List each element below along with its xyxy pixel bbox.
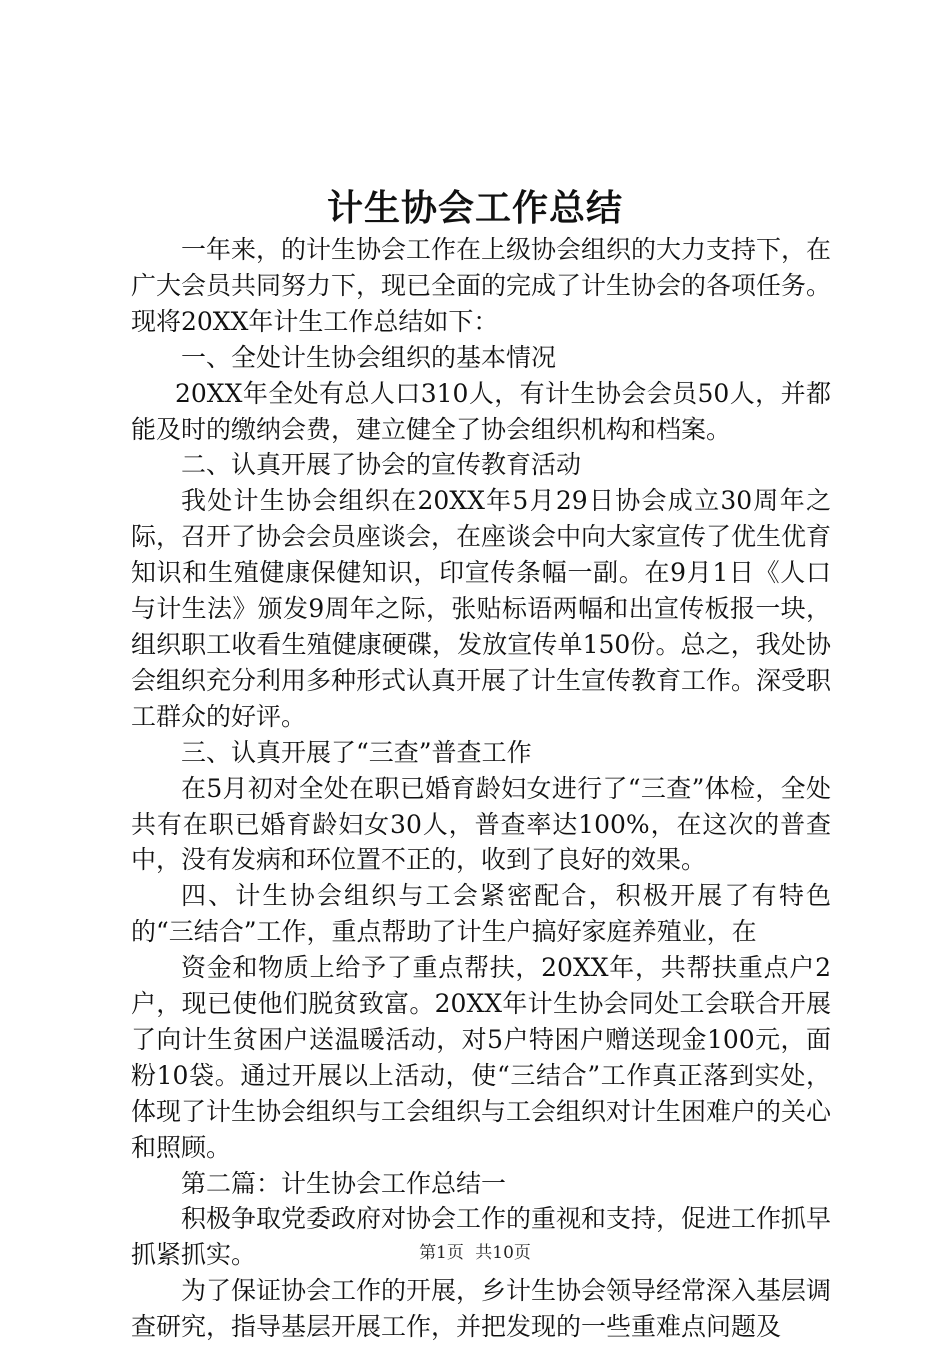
paragraph-basic-info: 20XX年全处有总人口310人，有计生协会会员50人，并都能及时的缴纳会费，建立健全了协会组织机构和档案。 <box>131 378 831 444</box>
section-heading-4: 四、计生协会组织与工会紧密配合，积极开展了有特色的“三结合”工作，重点帮助了计生户搞好家庭养殖业，在 <box>131 881 831 947</box>
section-heading-3: 三、认真开展了“三查”普查工作 <box>181 737 532 767</box>
document-title: 计生协会工作总结 <box>326 187 623 229</box>
document-body <box>131 232 831 1345</box>
page-number: 第1页 <box>419 1243 464 1263</box>
section-heading-1: 一、全处计生协会组织的基本情况 <box>181 342 557 372</box>
page-footer <box>0 1241 950 1265</box>
paragraph-support: 积极争取党委政府对协会工作的重视和支持，促进工作抓早抓紧抓实。 <box>131 1204 832 1270</box>
paragraph-assistance: 资金和物质上给予了重点帮扶，20XX年，共帮扶重点户2户，现已使他们脱贫致富。20XX年计生协会同处工会联合开展了向计生贫困户送温暖活动，对5户特困户赠送现金100元，面粉10袋。通过开展以上活动，使“三结合”工作真正落到实处，体现了计生协会组织与工会组织与工会组织对计生困难户的关心和照顾。 <box>131 953 832 1162</box>
paragraph-intro: 一年来，的计生协会工作在上级协会组织的大力支持下，在广大会员共同努力下，现已全面的完成了计生协会的各项任务。现将20XX年计生工作总结如下： <box>131 235 832 336</box>
paragraph-guidance: 为了保证协会工作的开展，乡计生协会领导经常深入基层调查研究，指导基层开展工作，并把发现的一些重难点问题及 <box>131 1276 832 1342</box>
chapter-heading-2: 第二篇：计生协会工作总结一 <box>181 1168 507 1198</box>
paragraph-checkup: 在5月初对全处在职已婚育龄妇女进行了“三查”体检，全处共有在职已婚育龄妇女30人，普查率达100%，在这次的普查中，没有发病和环位置不正的，收到了良好的效果。 <box>131 773 831 875</box>
page-total: 共10页 <box>475 1243 531 1263</box>
section-heading-2: 二、认真开展了协会的宣传教育活动 <box>181 450 582 480</box>
paragraph-publicity: 我处计生协会组织在20XX年5月29日协会成立30周年之际，召开了协会会员座谈会，在座谈会中向大家宣传了优生优育知识和生殖健康保健知识，印宣传条幅一副。在9月1日《人口与计生法》颁发9周年之际，张贴标语两幅和出宣传板报一块，组织职工收看生殖健康硬碟，发放宣传单150份。总之，我处协会组织充分利用多种形式认真开展了计生宣传教育工作。深受职工群众的好评。 <box>131 486 832 731</box>
